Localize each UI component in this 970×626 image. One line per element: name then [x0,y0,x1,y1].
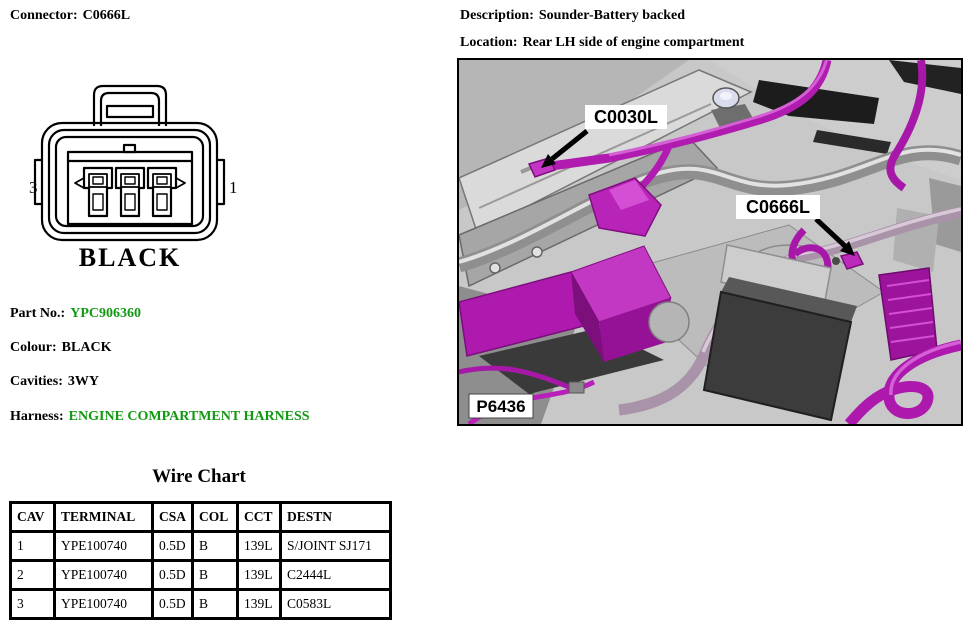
column-header-col: COL [193,503,238,532]
table-cell: B [193,590,238,619]
wire-chart-title: Wire Chart [152,466,246,487]
pin-number-left: 3 [29,178,38,197]
callout-label-c0666l: C0666L [745,197,811,217]
column-header-cav: CAV [11,503,55,532]
colour-label: Colour: [10,340,57,355]
location-photo [457,58,963,426]
column-header-csa: CSA [153,503,193,532]
connector-title [10,8,130,24]
connector-title-label: Connector: [10,8,78,23]
table-cell: 1 [11,532,55,561]
table-cell: B [193,532,238,561]
location-value: Rear LH side of engine compartment [522,35,745,50]
colour-line [10,340,111,356]
table-cell: 0.5D [153,590,193,619]
description-line [460,8,685,24]
table-cell: YPE100740 [55,561,153,590]
table-cell: C0583L [281,590,391,619]
connector-colour-text: BLACK [78,243,182,272]
table-cell: B [193,561,238,590]
engine-compartment-figure [459,60,961,424]
table-header-row [11,503,391,532]
wire-chart-table [9,501,392,620]
table-cell: S/JOINT SJ171 [281,532,391,561]
part-no-link[interactable]: YPC906360 [70,306,141,321]
description-label: Description: [460,8,534,23]
part-no-label: Part No.: [10,306,66,321]
cavities-label: Cavities: [10,374,63,389]
table-cell: YPE100740 [55,532,153,561]
cavities-line [10,374,99,390]
connector-title-value: C0666L [82,8,131,23]
harness-label: Harness: [10,409,64,424]
harness-link[interactable]: ENGINE COMPARTMENT HARNESS [68,409,310,424]
table-cell: 2 [11,561,55,590]
column-header-destn: DESTN [281,503,391,532]
pin-number-right: 1 [229,178,238,197]
table-cell: 0.5D [153,561,193,590]
connector-face-art [35,86,224,240]
column-header-cct: CCT [238,503,281,532]
table-row [11,561,391,590]
table-row [11,532,391,561]
description-value: Sounder-Battery backed [538,8,685,23]
table-cell: 139L [238,532,281,561]
colour-value: BLACK [61,340,112,355]
harness-line [10,409,310,425]
table-cell: 139L [238,561,281,590]
location-line [460,35,744,51]
figure-id-tag [469,394,533,418]
table-row [11,590,391,619]
column-header-terminal: TERMINAL [55,503,153,532]
callout-label-c0030l: C0030L [593,107,659,127]
part-no-line [10,306,141,322]
table-cell: 139L [238,590,281,619]
connector-face-diagram [26,82,240,274]
figure-id-text: P6436 [476,397,526,416]
location-label: Location: [460,35,518,50]
table-cell: 3 [11,590,55,619]
table-cell: YPE100740 [55,590,153,619]
table-cell: 0.5D [153,532,193,561]
cavities-value: 3WY [67,374,100,389]
table-cell: C2444L [281,561,391,590]
